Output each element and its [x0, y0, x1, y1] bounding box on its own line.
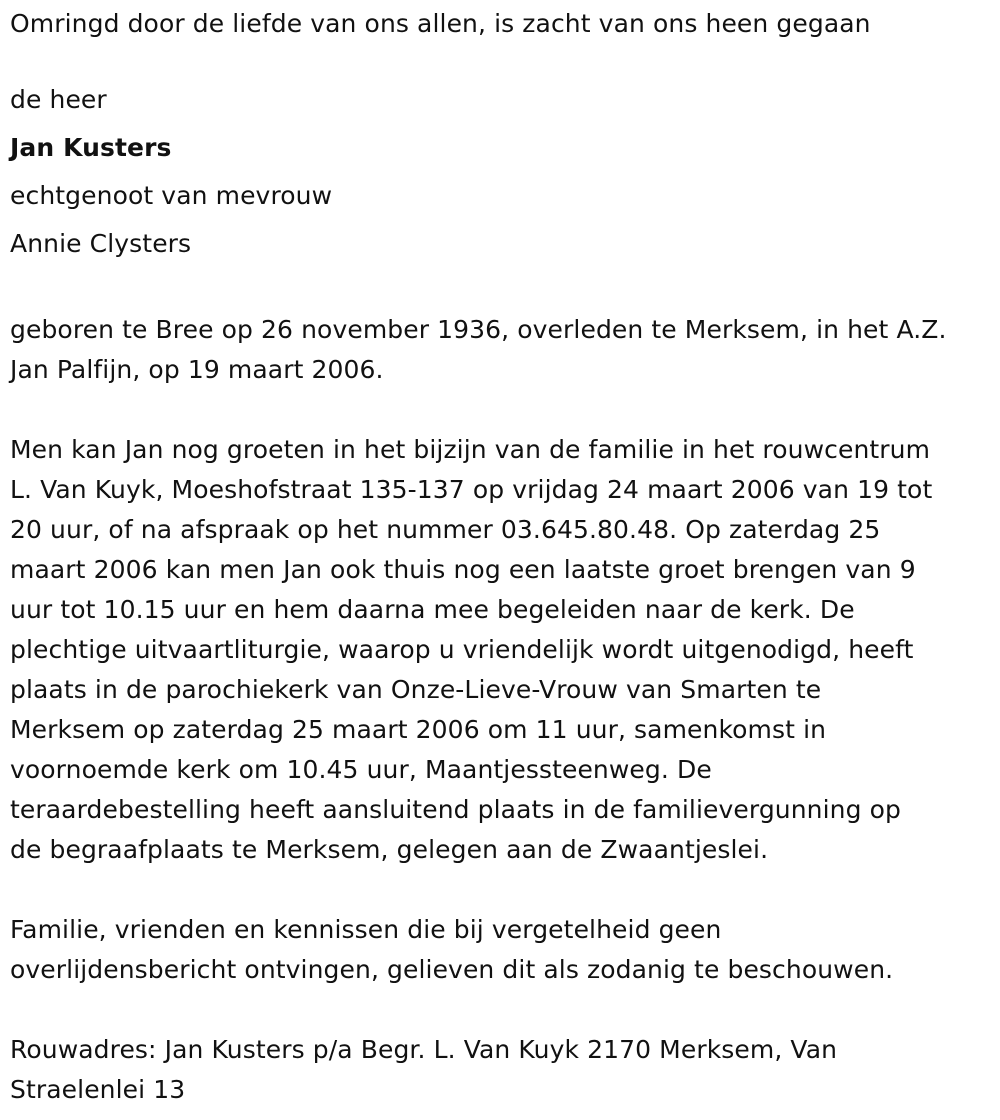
- birth-death-line: Jan Palfijn, op 19 maart 2006.: [10, 355, 384, 384]
- visitation-line: teraardebestelling heeft aansluitend plaats in de familievergunning op: [10, 795, 901, 824]
- visitation-line: plechtige uitvaartliturgie, waarop u vriendelijk wordt uitgenodigd, heeft: [10, 635, 914, 664]
- visitation-line: Merksem op zaterdag 25 maart 2006 om 11 uur, samenkomst in: [10, 715, 827, 744]
- deceased-name: Jan Kusters: [10, 133, 172, 162]
- address-line: Straelenlei 13: [10, 1075, 186, 1104]
- spouse-name: Annie Clysters: [10, 229, 192, 258]
- visitation-line: 20 uur, of na afspraak op het nummer 03.645.80.48. Op zaterdag 25: [10, 515, 881, 544]
- birth-death-paragraph: [10, 310, 995, 390]
- notice-line: overlijdensbericht ontvingen, gelieven dit als zodanig te beschouwen.: [10, 955, 894, 984]
- visitation-line: Men kan Jan nog groeten in het bijzijn van de familie in het rouwcentrum: [10, 435, 931, 464]
- visitation-line: de begraafplaats te Merksem, gelegen aan de Zwaantjeslei.: [10, 835, 769, 864]
- visitation-line: plaats in de parochiekerk van Onze-Lieve-Vrouw van Smarten te: [10, 675, 822, 704]
- deceased-relation: echtgenoot van mevrouw: [10, 181, 333, 210]
- visitation-line: L. Van Kuyk, Moeshofstraat 135-137 op vrijdag 24 maart 2006 van 19 tot: [10, 475, 933, 504]
- intro-text: Omringd door de liefde van ons allen, is zacht van ons heen gegaan: [10, 9, 871, 38]
- notice-line: Familie, vrienden en kennissen die bij vergetelheid geen: [10, 915, 722, 944]
- address-line: Rouwadres: Jan Kusters p/a Begr. L. Van Kuyk 2170 Merksem, Van: [10, 1035, 838, 1064]
- birth-death-line: geboren te Bree op 26 november 1936, overleden te Merksem, in het A.Z.: [10, 315, 947, 344]
- address-paragraph: [10, 1030, 995, 1110]
- deceased-title: de heer: [10, 85, 107, 114]
- deceased-block: [10, 76, 995, 268]
- visitation-paragraph: [10, 430, 995, 870]
- visitation-line: uur tot 10.15 uur en hem daarna mee begeleiden naar de kerk. De: [10, 595, 855, 624]
- obituary-document: [10, 4, 995, 1110]
- visitation-line: maart 2006 kan men Jan ook thuis nog een laatste groet brengen van 9: [10, 555, 916, 584]
- visitation-line: voornoemde kerk om 10.45 uur, Maantjessteenweg. De: [10, 755, 712, 784]
- notice-paragraph: [10, 910, 995, 990]
